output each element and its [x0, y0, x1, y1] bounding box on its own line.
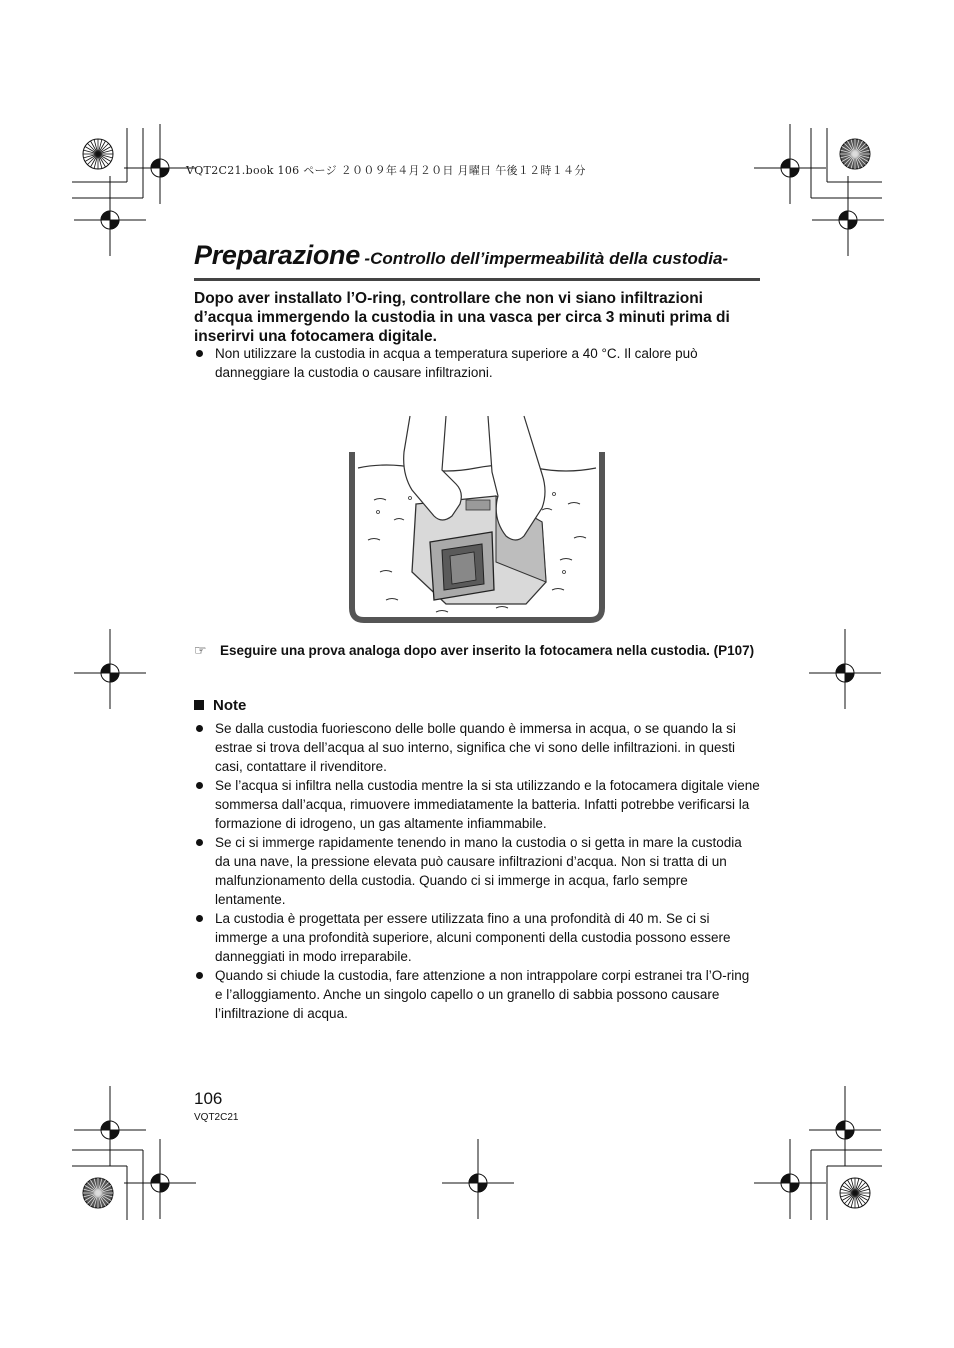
registration-starburst [840, 139, 870, 169]
registration-crosshair [124, 1139, 196, 1219]
square-bullet-icon [194, 700, 204, 710]
pointing-hand-icon: ☞ [194, 642, 207, 658]
document-code: VQT2C21 [194, 1112, 239, 1123]
reference-note [194, 641, 760, 660]
registration-crosshair [809, 629, 881, 709]
note-item: Se l’acqua si infiltra nella custodia mentre la si sta utilizzando e la fotocamera digitale viene sommersa dall’acqua, rimuovere immediatamente la batteria. Infatti potrebbe verificarsi la formazione di idrogeno, un gas altamente infiammabile. [194, 776, 760, 833]
registration-crosshair [74, 629, 146, 709]
note-item: La custodia è progettata per essere utilizzata fino a una profondità di 40 m. Se ci si immerge a una profondità superiore, alcuni componenti della custodia possono essere danneggiati in modo irreparabile. [194, 909, 760, 966]
note-item: Quando si chiude la custodia, fare attenzione a non intrappolare corpi estranei tra l’O-ring e l’alloggiamento. Anche un singolo capello o un granello di sabbia possono causare l’infiltrazione di acqua. [194, 966, 760, 1023]
registration-starburst [83, 1178, 113, 1208]
registration-crosshair [74, 176, 146, 256]
reference-text: Eseguire una prova analoga dopo aver inserito la fotocamera nella custodia. (P107) [220, 643, 755, 658]
notes-heading [194, 697, 246, 714]
note-item: Se ci si immerge rapidamente tenendo in mano la custodia o si getta in mare la custodia da una nave, la pressione elevata può causare infiltrazioni d’acqua. Non si tratta di un malfunzionamento della custodia. Quando ci si immerge in acqua, farlo sempre lentamente. [194, 833, 760, 909]
registration-crosshair [754, 124, 826, 204]
registration-crosshair [809, 1086, 881, 1166]
page-title [194, 240, 760, 271]
registration-crosshair [74, 1086, 146, 1166]
water-tank-illustration [346, 412, 608, 628]
page-number: 106 [194, 1089, 223, 1108]
intro-bullet-list [194, 344, 760, 382]
registration-starburst [83, 139, 113, 169]
registration-crosshair [442, 1139, 514, 1219]
registration-crosshair [812, 176, 884, 256]
registration-starburst [840, 1178, 870, 1208]
title-main: Preparazione [194, 240, 360, 270]
notes-list [194, 719, 760, 1023]
title-rule [194, 278, 760, 281]
intro-bullet: Non utilizzare la custodia in acqua a temperatura superiore a 40 °C. Il calore può danneggiare la custodia o causare infiltrazioni. [194, 344, 760, 382]
registration-crosshair [754, 1139, 826, 1219]
lead-paragraph: Dopo aver installato l’O-ring, controllare che non vi siano infiltrazioni d’acqua immergendo la custodia in una vasca per circa 3 minuti prima di inserirvi una fotocamera digitale. [194, 290, 730, 345]
print-header: VQT2C21.book 106 ページ ２００９年４月２０日 月曜日 午後１２時１４分 [186, 164, 586, 177]
notes-heading-label: Note [213, 697, 247, 714]
note-item: Se dalla custodia fuoriescono delle bolle quando è immersa in acqua, o se quando la si estrae si trova dell’acqua al suo interno, significa che vi sono delle infiltrazioni. in questi casi, contattare il rivenditore. [194, 719, 760, 776]
title-subtitle: -Controllo dell’impermeabilità della custodia- [364, 249, 729, 268]
